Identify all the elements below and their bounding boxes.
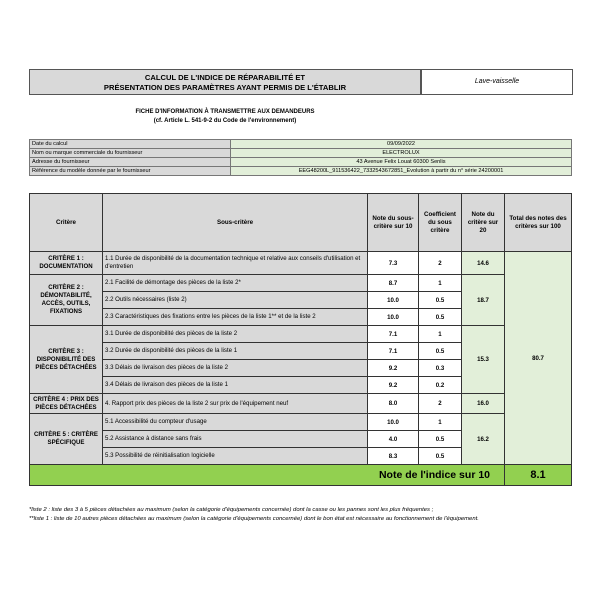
subcriterion-label: 4. Rapport prix des pièces de la liste 2 sur prix de l'équipement neuf	[103, 394, 368, 414]
subcriterion-note: 8.0	[368, 394, 419, 414]
subtitle-line2: (cf. Article L. 541-9-2 du Code de l'environnement)	[153, 118, 297, 124]
table-row	[30, 252, 572, 275]
subcriterion-note: 8.3	[368, 448, 419, 465]
info-row-reference	[30, 167, 572, 176]
criterion-label-line: FIXATIONS	[49, 308, 83, 315]
subcriterion-note: 9.2	[368, 377, 419, 394]
subcriterion-coef: 1	[419, 275, 462, 292]
subcriterion-coef: 2	[419, 394, 462, 414]
subcriterion-label: 3.4 Délais de livraison des pièces de la liste 1	[103, 377, 368, 394]
footnote-liste-1: **liste 1 : liste de 10 autres pièces détachées au maximum (selon la catégorie d'équipements concernée) dont le bon état est nécessaire au fonctionnement de l'équipement.	[29, 516, 479, 522]
criterion-1-label	[30, 252, 103, 275]
col-header-note20: Note du critère sur 20	[462, 194, 505, 252]
info-label: Référence du modèle donnée par le fournisseur	[30, 167, 231, 176]
criterion-label-line: PIÈCES DÉTACHÉES	[35, 363, 97, 371]
sheet-title	[29, 69, 421, 95]
criterion-label-line: ACCÈS, OUTILS,	[41, 300, 91, 307]
info-value: EEG48200L_911536422_7332543672851_Evolution à partir du n° série 24200001	[231, 167, 572, 176]
subcriterion-note: 10.0	[368, 414, 419, 431]
criterion-note20: 18.7	[462, 275, 505, 326]
col-header-sous-critere: Sous-critère	[103, 194, 368, 252]
info-value: 09/09/2022	[231, 140, 572, 149]
criterion-label-line: CRITÈRE 3 :	[48, 347, 84, 355]
subcriterion-note: 9.2	[368, 360, 419, 377]
subcriterion-label: 5.2 Assistance à distance sans frais	[103, 431, 368, 448]
subcriterion-label: 3.1 Durée de disponibilité des pièces de la liste 2	[103, 326, 368, 343]
table-row	[30, 275, 572, 292]
product-type: Lave-vaisselle	[421, 69, 573, 95]
info-row-brand	[30, 149, 572, 158]
info-row-address	[30, 158, 572, 167]
footnote-liste-2: *liste 2 : liste des 3 à 5 pièces détachées au maximum (selon la catégorie d'équipements concernée) dont la casse ou les pannes sont les plus fréquentes ;	[29, 507, 434, 513]
criterion-label-line: SPÉCIFIQUE	[47, 439, 85, 446]
criterion-note20: 16.0	[462, 394, 505, 414]
sheet-title-line2: PRÉSENTATION DES PARAMÈTRES AYANT PERMIS DE L'ÉTABLIR	[103, 83, 347, 92]
subcriterion-note: 10.0	[368, 309, 419, 326]
info-label: Adresse du fournisseur	[30, 158, 231, 167]
criterion-label-line: CRITÈRE 2 :	[48, 284, 84, 291]
col-header-critere: Critère	[30, 194, 103, 252]
col-header-total: Total des notes des critères sur 100	[505, 194, 572, 252]
sheet-title-line1: CALCUL DE L'INDICE DE RÉPARABILITÉ ET	[144, 73, 306, 82]
subcriterion-label: 2.3 Caractéristiques des fixations entre les pièces de la liste 1** et de la liste 2	[103, 309, 368, 326]
subcriterion-label: 2.1 Facilité de démontage des pièces de la liste 2*	[103, 275, 368, 292]
criterion-label-line: DÉMONTABILITÉ,	[40, 292, 92, 299]
footnotes	[29, 506, 574, 524]
table-row	[30, 414, 572, 431]
table-row	[30, 394, 572, 414]
sheet-subtitle	[60, 108, 390, 126]
subcriterion-coef: 2	[419, 252, 462, 275]
criterion-label-line: CRITÈRE 1 :	[48, 255, 84, 262]
subcriterion-coef: 0.5	[419, 292, 462, 309]
info-row-date	[30, 140, 572, 149]
criterion-label-line: CRITÈRE 4 : PRIX DES	[33, 395, 99, 403]
subcriterion-coef: 0.5	[419, 343, 462, 360]
final-score-label: Note de l'indice sur 10	[30, 465, 505, 486]
info-value: ELECTROLUX	[231, 149, 572, 158]
criterion-label-line: PIÈCES DÉTACHÉES	[35, 403, 97, 411]
subcriterion-note: 8.7	[368, 275, 419, 292]
info-value: 43 Avenue Felix Louat 60300 Senlis	[231, 158, 572, 167]
col-header-note10: Note du sous-critère sur 10	[368, 194, 419, 252]
col-header-coef: Coefficient du sous critère	[419, 194, 462, 252]
criterion-label-line: CRITÈRE 5 : CRITÈRE	[34, 431, 98, 438]
criterion-note20: 16.2	[462, 414, 505, 465]
table-row	[30, 326, 572, 343]
subcriterion-coef: 0.5	[419, 431, 462, 448]
subcriterion-note: 7.1	[368, 326, 419, 343]
subcriterion-note: 10.0	[368, 292, 419, 309]
repairability-score-table	[29, 193, 572, 486]
final-score-row	[30, 465, 572, 486]
table-header-row	[30, 194, 572, 252]
subcriterion-label: 5.1 Accessibilité du compteur d'usage	[103, 414, 368, 431]
subcriterion-note: 4.0	[368, 431, 419, 448]
criterion-label-line: DISPONIBILITÉ DES	[36, 355, 96, 363]
subcriterion-note: 7.3	[368, 252, 419, 275]
supplier-info-table	[29, 139, 572, 176]
subcriterion-coef: 0.2	[419, 377, 462, 394]
subcriterion-coef: 0.3	[419, 360, 462, 377]
subcriterion-label: 2.2 Outils nécessaires (liste 2)	[103, 292, 368, 309]
criterion-4-label	[30, 394, 103, 414]
subcriterion-coef: 1	[419, 414, 462, 431]
subcriterion-coef: 0.5	[419, 309, 462, 326]
info-label: Date du calcul	[30, 140, 231, 149]
info-label: Nom ou marque commerciale du fournisseur	[30, 149, 231, 158]
criterion-5-label	[30, 414, 103, 465]
criterion-3-label	[30, 326, 103, 394]
subcriterion-label: 3.2 Durée de disponibilité des pièces de la liste 1	[103, 343, 368, 360]
total-note: 80.7	[505, 252, 572, 465]
subcriterion-coef: 0.5	[419, 448, 462, 465]
subcriterion-label: 1.1 Durée de disponibilité de la documentation technique et relative aux conseils d'utilisation et d'entretien	[103, 252, 368, 275]
subcriterion-label: 5.3 Possibilité de réinitialisation logicielle	[103, 448, 368, 465]
subtitle-line1: FICHE D'INFORMATION À TRANSMETTRE AUX DEMANDEURS	[135, 109, 315, 115]
final-score-value: 8.1	[505, 465, 572, 486]
criterion-2-label	[30, 275, 103, 326]
subcriterion-label: 3.3 Délais de livraison des pièces de la liste 2	[103, 360, 368, 377]
criterion-label-line: DOCUMENTATION	[39, 263, 93, 270]
criterion-note20: 15.3	[462, 326, 505, 394]
subcriterion-coef: 1	[419, 326, 462, 343]
subcriterion-note: 7.1	[368, 343, 419, 360]
criterion-note20: 14.6	[462, 252, 505, 275]
